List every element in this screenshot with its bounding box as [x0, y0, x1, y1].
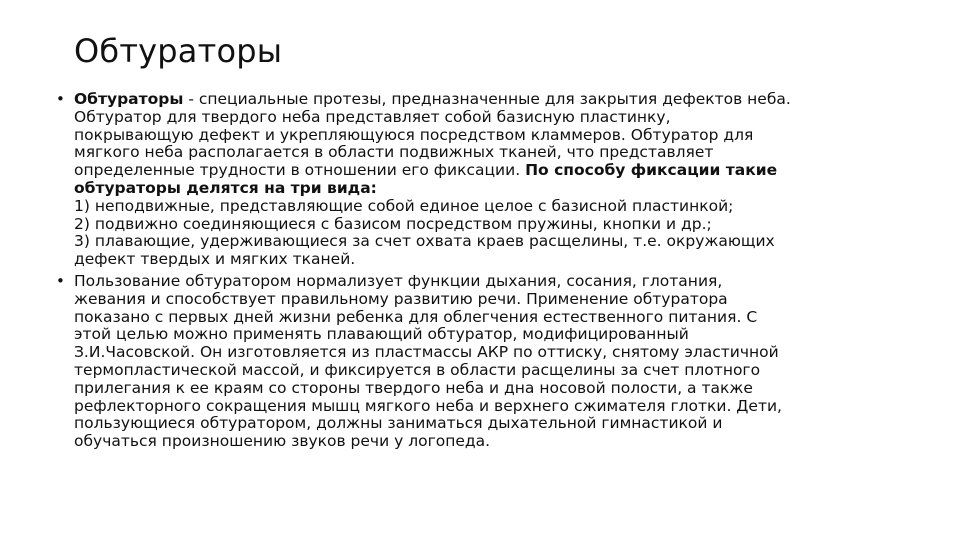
text-line: показано с первых дней жизни ребенка для облегчения естественного питания. С	[74, 307, 758, 326]
text-line: 1) неподвижные, представляющие собой единое целое с базисной пластинкой;	[74, 196, 734, 215]
text-line: дефект твердых и мягких тканей.	[74, 250, 356, 269]
text-line	[74, 180, 886, 198]
bullet-marker: •	[56, 271, 65, 290]
text-line: обучаться произношению звуков речи у логопеда.	[74, 432, 491, 451]
bold-text: По способу фиксации такие	[525, 161, 778, 180]
slide-content	[56, 91, 886, 455]
text-fragment: определенные трудности в отношении его фиксации.	[74, 161, 526, 180]
slide-title: Обтураторы	[74, 32, 283, 70]
text-line	[74, 91, 886, 109]
text-line	[74, 162, 886, 180]
text-line: рефлекторного сокращения мышц мягкого неба и верхнего сжимателя глотки. Дети,	[74, 396, 782, 415]
text-line: мягкого неба располагается в области подвижных тканей, что представляет	[74, 143, 714, 162]
bullet-item	[56, 91, 886, 269]
bold-term: Обтураторы	[74, 90, 184, 108]
text-line: прилегания к ее краям со стороны твердого неба и дна носовой полости, а также	[74, 378, 753, 397]
text-line: этой целью можно применять плавающий обтуратор, модифицированный	[74, 325, 689, 344]
text-line: пользующиеся обтуратором, должны заниматься дыхательной гимнастикой и	[74, 414, 723, 433]
text-line: 2) подвижно соединяющиеся с базисом посредством пружины, кнопки и др.;	[74, 214, 712, 233]
text-line: З.И.Часовской. Он изготовляется из пластмассы АКР по оттиску, снятому эластичной	[74, 343, 779, 362]
text-line: 3) плавающие, удерживающиеся за счет охвата краев расщелины, т.е. окружающих	[74, 232, 775, 251]
text-line: покрывающую дефект и укрепляющуюся посредством кламмеров. Обтуратор для	[74, 125, 754, 144]
bold-text: обтураторы делятся на три вида:	[74, 178, 377, 197]
bullet-item	[56, 273, 886, 451]
text-fragment: - специальные протезы, предназначенные для закрытия дефектов неба.	[183, 90, 791, 108]
text-line: Пользование обтуратором нормализует функции дыхания, сосания, глотания,	[74, 271, 723, 290]
bullet-marker: •	[56, 90, 65, 108]
text-line: Обтуратор для твердого неба представляет собой базисную пластинку,	[74, 107, 671, 126]
text-line: термопластической массой, и фиксируется в области расщелины за счет плотного	[74, 360, 761, 379]
text-line: жевания и способствует правильному развитию речи. Применение обтуратора	[74, 289, 728, 308]
